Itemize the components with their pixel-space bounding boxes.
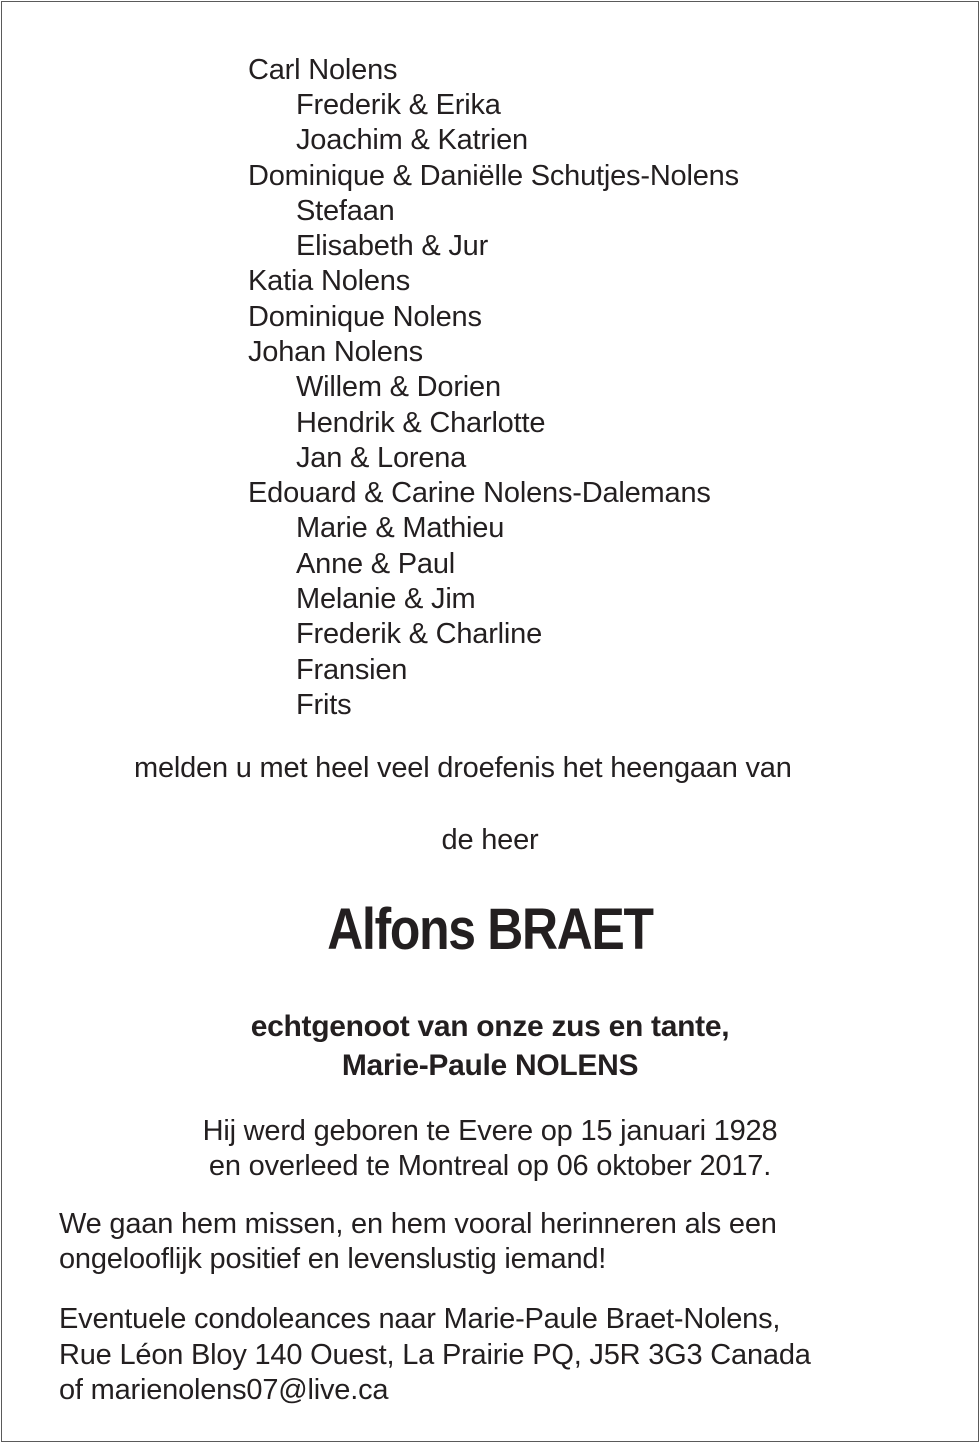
family-member: Edouard & Carine Nolens-Dalemans <box>248 477 711 509</box>
family-member: Dominique & Daniëlle Schutjes-Nolens <box>248 160 739 192</box>
family-member: Carl Nolens <box>248 54 398 86</box>
family-child: Frederik & Charline <box>296 618 543 650</box>
family-member: Katia Nolens <box>248 265 411 297</box>
birth-line: Hij werd geboren te Evere op 15 januari 1928 <box>202 1115 778 1147</box>
memory-line-2: ongelooflijk positief en levenslustig iemand! <box>59 1243 607 1275</box>
family-child: Anne & Paul <box>296 548 456 580</box>
family-member: Dominique Nolens <box>248 301 482 333</box>
relation-line-1: echtgenoot van onze zus en tante, <box>250 1010 730 1043</box>
family-child: Willem & Dorien <box>296 371 501 403</box>
family-child: Elisabeth & Jur <box>296 230 489 262</box>
family-child: Melanie & Jim <box>296 583 476 615</box>
family-child: Hendrik & Charlotte <box>296 407 546 439</box>
family-child: Marie & Mathieu <box>296 512 505 544</box>
family-child: Frits <box>296 689 352 721</box>
family-child: Fransien <box>296 654 408 686</box>
honorific: de heer <box>441 824 539 856</box>
deceased-name: Alfons BRAET <box>327 897 653 962</box>
family-member: Johan Nolens <box>248 336 423 368</box>
relation-line-2: Marie-Paule NOLENS <box>341 1049 639 1082</box>
memory-line-1: We gaan hem missen, en hem vooral herinneren als een <box>59 1208 777 1240</box>
family-child: Jan & Lorena <box>296 442 467 474</box>
condolences-email: of marienolens07@live.ca <box>59 1374 389 1406</box>
family-child: Joachim & Katrien <box>296 124 528 156</box>
family-child: Stefaan <box>296 195 395 227</box>
announcement-text: melden u met heel veel droefenis het heengaan van <box>134 752 792 784</box>
death-line: en overleed te Montreal op 06 oktober 2017. <box>208 1150 772 1182</box>
condolences-line-1: Eventuele condoleances naar Marie-Paule Braet-Nolens, <box>59 1303 781 1335</box>
condolences-address: Rue Léon Bloy 140 Ouest, La Prairie PQ, J5R 3G3 Canada <box>59 1339 811 1371</box>
family-child: Frederik & Erika <box>296 89 501 121</box>
